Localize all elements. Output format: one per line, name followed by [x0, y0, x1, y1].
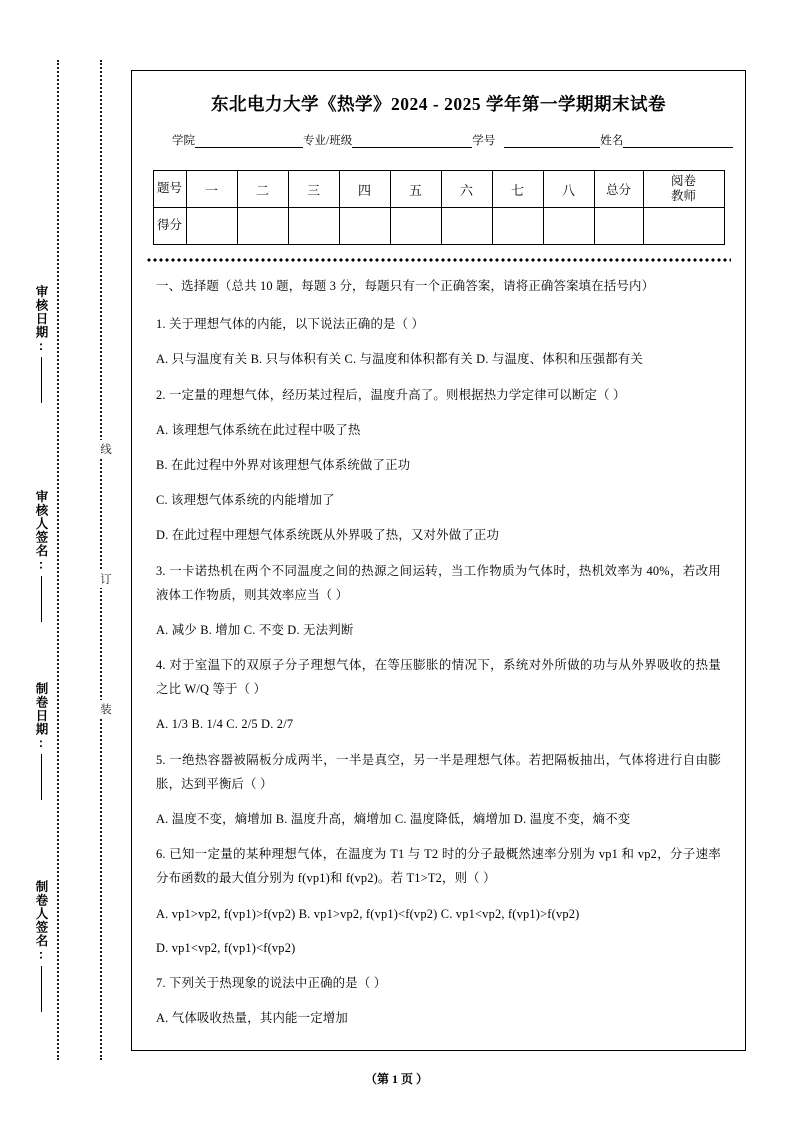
field-major-class: [303, 132, 472, 148]
question-7-stem: 7. 下列关于热现象的说法中正确的是（ ）: [156, 975, 387, 990]
question-2-option-a: A. 该理想气体系统在此过程中吸了热: [156, 422, 361, 437]
question-1-options: A. 只与温度有关 B. 只与体积有关 C. 与温度和体积都有关 D. 与温度、体积和压强都有关: [156, 352, 643, 367]
dotted-separator: [146, 258, 731, 262]
col-header-grader: 阅卷 教师: [643, 171, 724, 208]
col-header-6: 六: [441, 171, 492, 208]
question-2-option-b: B. 在此过程中外界对该理想气体系统做了正功: [156, 457, 411, 472]
score-cell-5[interactable]: [390, 208, 441, 245]
margin-label-review-date: 审核日期:: [20, 285, 50, 403]
col-header-4: 四: [339, 171, 390, 208]
binding-char-ding: 订: [89, 570, 113, 588]
question-5-options: A. 温度不变，熵增加 B. 温度升高，熵增加 C. 温度降低，熵增加 D. 温度不变，熵不变: [156, 812, 631, 826]
question-7-option-a: A. 气体吸收热量，其内能一定增加: [156, 1011, 349, 1026]
col-header-5: 五: [390, 171, 441, 208]
field-college-input[interactable]: [195, 135, 303, 148]
page-footer: （第 1 页 ）: [364, 1072, 428, 1086]
score-cell-1[interactable]: [186, 208, 237, 245]
score-cell-7[interactable]: [492, 208, 543, 245]
section-heading-multiple-choice: 一、选择题（总共 10 题，每题 3 分，每题只有一个正确答案，请将正确答案填在括号内）: [156, 279, 655, 293]
exam-content: [146, 274, 731, 1030]
score-cell-4[interactable]: [339, 208, 390, 245]
question-2-option-d: D. 在此过程中理想气体系统既从外界吸了热，又对外做了正功: [156, 528, 500, 543]
question-6-options-line2: D. vp1<vp2, f(vp1)<f(vp2): [156, 940, 296, 955]
col-header-7: 七: [492, 171, 543, 208]
margin-label-preparer-signature: 制卷人签名:: [20, 880, 50, 1012]
question-6-options-line1: A. vp1>vp2, f(vp1)>f(vp2) B. vp1>vp2, f(vp1)<f(vp2) C. vp1<vp2, f(vp1)>f(vp2): [156, 906, 580, 921]
score-cell-3[interactable]: [288, 208, 339, 245]
col-header-total: 总分: [594, 171, 643, 208]
score-cell-6[interactable]: [441, 208, 492, 245]
binding-dotted-line-inner: [100, 60, 102, 1060]
question-5-stem: 5. 一绝热容器被隔板分成两半，一半是真空，另一半是理想气体。若把隔板抽出，气体将进行自由膨胀，达到平衡后（ ）: [156, 752, 721, 791]
score-cell-grader[interactable]: [643, 208, 724, 245]
margin-label-prepare-date: 制卷日期:: [20, 682, 50, 800]
question-4-stem: 4. 对于室温下的双原子分子理想气体，在等压膨胀的情况下，系统对外所做的功与从外界吸收的热量之比 W/Q 等于（ ）: [156, 658, 721, 697]
field-student-id-input[interactable]: [504, 135, 600, 148]
col-header-2: 二: [237, 171, 288, 208]
binding-char-zhuang: 装: [89, 700, 113, 718]
question-4-options: A. 1/3 B. 1/4 C. 2/5 D. 2/7: [156, 717, 294, 732]
margin-label-reviewer-signature: 审核人签名:: [20, 490, 50, 622]
col-header-8: 八: [543, 171, 594, 208]
score-cell-8[interactable]: [543, 208, 594, 245]
field-major-class-label: 专业/班级: [303, 135, 353, 147]
table-row-scores: [153, 208, 724, 245]
question-6-stem: 6. 已知一定量的某种理想气体，在温度为 T1 与 T2 时的分子最概然速率分别为 vp1 和 vp2，分子速率分布函数的最大值分别为 f(vp1)和 f(vp2)。若 T1>T2，则（ ）: [156, 847, 721, 886]
row-header-question-number: 题号: [153, 171, 186, 208]
row-header-score: 得分: [153, 208, 186, 245]
score-table: [153, 170, 725, 245]
binding-dotted-line-outer: [57, 60, 59, 1060]
question-2-option-c: C. 该理想气体系统的内能增加了: [156, 493, 335, 508]
field-name-input[interactable]: [623, 135, 733, 148]
exam-sheet: [131, 70, 746, 1051]
field-name: [600, 132, 733, 148]
field-college-label: 学院: [172, 135, 195, 147]
field-student-id-label: 学号: [472, 135, 496, 147]
question-3-options: A. 减少 B. 增加 C. 不变 D. 无法判断: [156, 622, 354, 637]
question-1-stem: 1. 关于理想气体的内能，以下说法正确的是（ ）: [156, 317, 425, 332]
col-header-1: 一: [186, 171, 237, 208]
field-major-class-input[interactable]: [352, 135, 472, 148]
field-college: [172, 132, 303, 148]
binding-char-xian: 线: [89, 440, 113, 458]
exam-title: 东北电力大学《热学》2024 - 2025 学年第一学期期末试卷: [211, 94, 666, 114]
field-student-id: [472, 132, 600, 148]
table-row-question-numbers: [153, 171, 724, 208]
question-3-stem: 3. 一卡诺热机在两个不同温度之间的热源之间运转，当工作物质为气体时，热机效率为 40%，若改用液体工作物质，则其效率应当（ ）: [156, 563, 721, 602]
left-margin-annotations: [20, 60, 54, 1060]
col-header-3: 三: [288, 171, 339, 208]
question-2-stem: 2. 一定量的理想气体，经历某过程后，温度升高了。则根据热力学定律可以断定（ ）: [156, 387, 626, 402]
score-cell-2[interactable]: [237, 208, 288, 245]
score-cell-total[interactable]: [594, 208, 643, 245]
field-name-label: 姓名: [600, 135, 624, 147]
student-info-line: [146, 132, 731, 148]
